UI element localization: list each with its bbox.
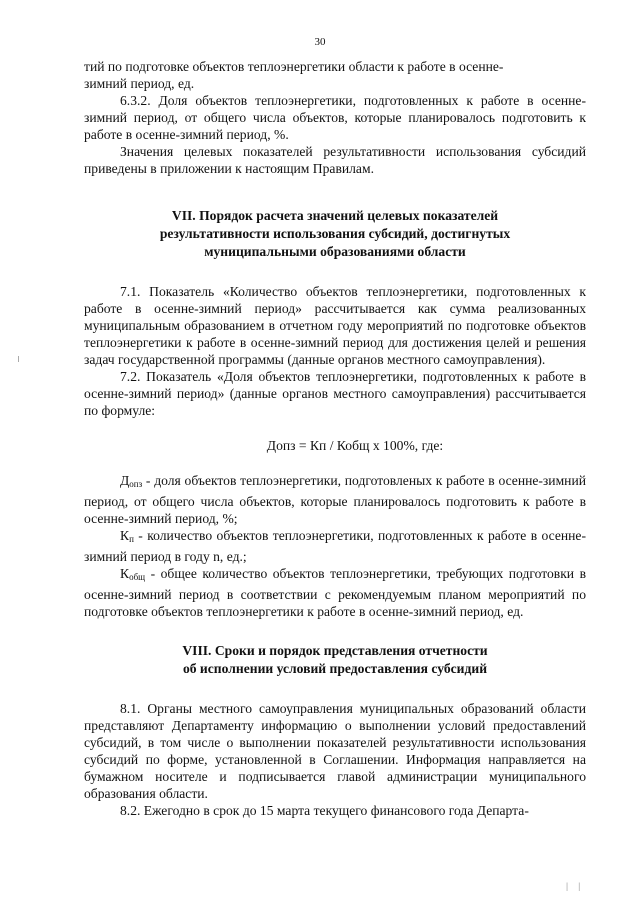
definition-d-opz <box>84 472 586 527</box>
formula: Допз = Кп / Кобщ х 100%, где: <box>266 438 444 453</box>
paragraph-6-3-2: 6.3.2. Доля объектов теплоэнергетики, подготовленных к работе в осенне-зимний период, от общего числа объектов, которые планировалось подготовить к работе в осенне-зимний период, %. <box>84 93 586 142</box>
definition-k-p-subscript: п <box>129 534 134 544</box>
continued-text-line-2: зимний период, ед. <box>84 76 195 91</box>
continued-text-line-1: тий по подготовке объектов теплоэнергетики области к работе в осенне- <box>84 59 504 74</box>
section-7-heading-line-3: муниципальными образованиями области <box>204 244 466 259</box>
section-7-heading <box>84 207 586 261</box>
document-body <box>84 58 586 819</box>
paragraph-8-1: 8.1. Органы местного самоуправления муниципальных образований области представляют Департаменту информацию о выполнении условий предоставлений субсидий, в том числе о выполнении показателей результативности использования субсидий по форме, установленной в Соглашении. Информация направляется на бумажном носителе и подписывается главой администрации муниципального образования области. <box>84 701 586 801</box>
scan-margin-mark <box>18 356 19 362</box>
section-8-heading-line-2: об исполнении условий предоставления субсидий <box>182 661 488 676</box>
definition-k-p-symbol: К <box>120 528 130 543</box>
definition-k-p <box>84 527 586 565</box>
scan-corner-marks: | | <box>566 881 584 891</box>
section-7-heading-line-2: результативности использования субсидий, достигнутых <box>159 226 511 241</box>
values-reference-paragraph: Значения целевых показателей результативности использования субсидий приведены в приложении к настоящим Правилам. <box>84 144 586 176</box>
definition-k-obsh-symbol: К <box>120 566 130 581</box>
page-number: 30 <box>314 36 326 48</box>
definition-d-opz-symbol: Д <box>120 473 130 488</box>
paragraph-7-2: 7.2. Показатель «Доля объектов теплоэнергетики, подготовленных к работе в осенне-зимний период» (данные органов местного самоуправления) рассчитывается по формуле: <box>84 369 586 418</box>
definition-k-p-text: - количество объектов теплоэнергетики, подготовленных к работе в осенне-зимний период в году n, ед.; <box>84 528 586 564</box>
definition-k-obsh-subscript: общ <box>129 572 146 582</box>
paragraph-8-2: 8.2. Ежегодно в срок до 15 марта текущего финансового года Департа- <box>120 803 529 818</box>
paragraph-7-1: 7.1. Показатель «Количество объектов теплоэнергетики, подготовленных к работе в осенне-зимний период» рассчитывается как сумма реализованных муниципальным образованием в отчетном году мероприятий по подготовке объектов теплоэнергетики к работе в осенне-зимний период для достижения целей и решения задач государственной программы (данные органов местного самоуправления). <box>84 284 586 367</box>
definition-d-opz-subscript: опз <box>129 479 143 489</box>
section-8-heading <box>84 642 586 678</box>
section-7-heading-line-1: VII. Порядок расчета значений целевых показателей <box>171 208 499 223</box>
definition-d-opz-text: - доля объектов теплоэнергетики, подготовленых к работе в осенне-зимний период, от общего числа объектов, которые планировалось подготовить к работе в осенне-зимний период, %; <box>84 473 586 526</box>
definition-k-obsh <box>84 565 586 620</box>
section-8-heading-line-1: VIII. Сроки и порядок представления отчетности <box>182 643 488 658</box>
definition-k-obsh-text: - общее количество объектов теплоэнергетики, требующих подготовки в осенне-зимний период в соответствии с рекомендуемым планом мероприятий по подготовке объектов теплоэнергетики к работе в осенне-зимний период, ед. <box>84 566 586 619</box>
